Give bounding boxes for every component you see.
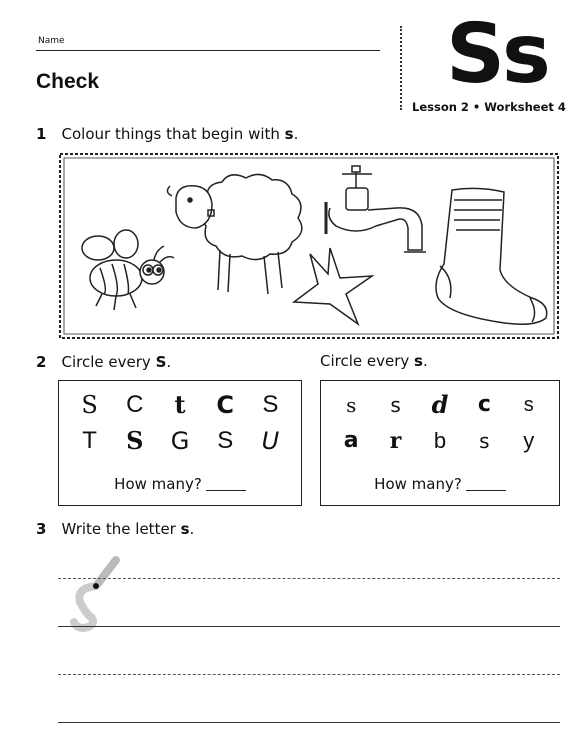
- letter-cell[interactable]: C: [126, 391, 144, 418]
- letter-cell[interactable]: s: [523, 394, 534, 416]
- question-2: 2 Circle every S.: [36, 353, 172, 371]
- letter-cell[interactable]: s: [479, 429, 490, 453]
- letter-cell[interactable]: C: [216, 391, 234, 419]
- letter-cell[interactable]: T: [82, 427, 97, 454]
- letter-cell[interactable]: c: [477, 392, 491, 417]
- letter-box-uppercase: [58, 380, 302, 506]
- letter-cell[interactable]: S: [126, 426, 144, 455]
- bee-icon[interactable]: [82, 230, 174, 310]
- writing-line-dashed[interactable]: [58, 578, 560, 579]
- question-3: 3 Write the letter s.: [36, 520, 195, 538]
- how-many-prompt: How many?: [59, 475, 301, 493]
- letter-cell[interactable]: a: [343, 428, 359, 453]
- letter-cell[interactable]: S: [262, 391, 279, 418]
- header-divider: [400, 26, 402, 110]
- question-text: Colour things that begin with: [61, 125, 285, 143]
- answer-blank[interactable]: [206, 490, 246, 491]
- question-2b: Circle every s.: [320, 352, 428, 370]
- letter-cell[interactable]: G: [170, 427, 190, 455]
- letter-box-lowercase: [320, 380, 560, 506]
- answer-blank[interactable]: [466, 490, 506, 491]
- lesson-label: Lesson 2 • Worksheet 4: [412, 100, 566, 114]
- letter-cell[interactable]: S: [81, 391, 98, 419]
- letter-cell[interactable]: t: [174, 390, 186, 419]
- letter-cell[interactable]: b: [433, 428, 447, 453]
- sock-icon[interactable]: [436, 188, 547, 324]
- letter-cell[interactable]: U: [261, 427, 280, 455]
- letter-cell[interactable]: d: [431, 390, 449, 419]
- letter-cell[interactable]: r: [389, 428, 402, 454]
- page-title: Check: [36, 70, 100, 93]
- question-number: 2: [36, 353, 47, 371]
- letter-cell[interactable]: S: [217, 427, 234, 454]
- question-1: 1 Colour things that begin with s.: [36, 125, 299, 143]
- tap-icon[interactable]: [326, 166, 426, 252]
- star-icon[interactable]: [294, 248, 372, 324]
- letter-cell[interactable]: s: [346, 393, 357, 417]
- letter-cell[interactable]: y: [523, 428, 535, 453]
- writing-line-solid[interactable]: [58, 626, 560, 627]
- sheep-icon[interactable]: [167, 174, 301, 294]
- picture-frame: [58, 152, 560, 340]
- how-many-prompt: How many?: [321, 475, 559, 493]
- writing-line-dashed[interactable]: [58, 674, 560, 675]
- letter-cell[interactable]: s: [390, 393, 401, 417]
- big-letters: Ss: [446, 7, 548, 102]
- trace-s-guide: [66, 552, 136, 632]
- question-number: 3: [36, 520, 47, 538]
- question-letter: s: [284, 125, 294, 143]
- name-label: Name: [38, 36, 65, 46]
- question-number: 1: [36, 125, 47, 143]
- name-line[interactable]: [36, 50, 380, 51]
- writing-line-solid[interactable]: [58, 722, 560, 723]
